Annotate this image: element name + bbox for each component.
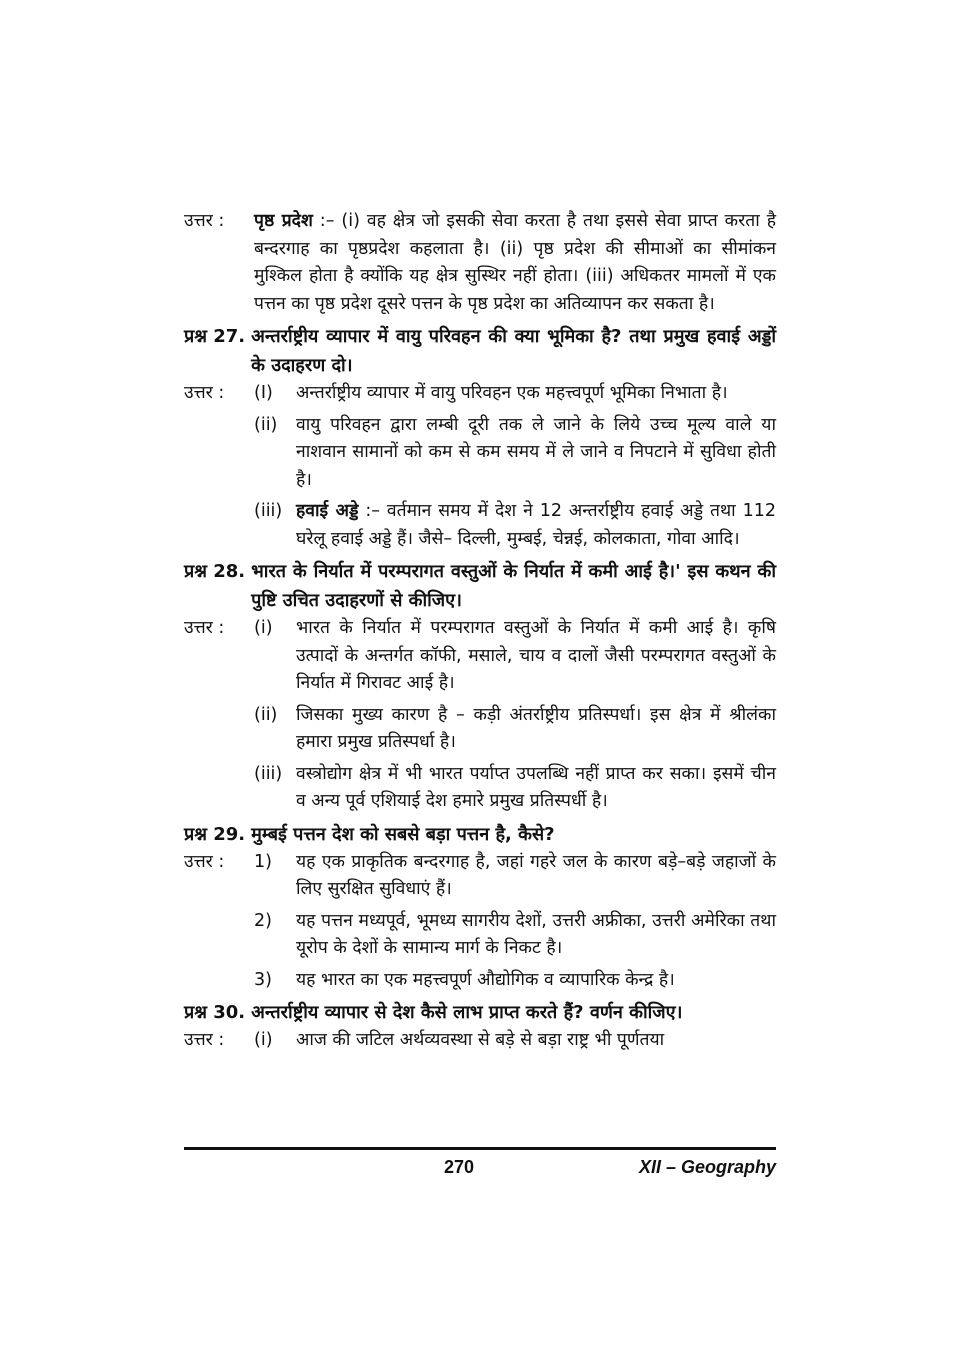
- intro-text: :– (i) वह क्षेत्र जो इसकी सेवा करता है तथा इससे सेवा प्राप्त करता है बन्दरगाह का पृष्ठप्रदेश कहलाता है। (ii) पृष्ठ प्रदेश की सीमाओं का सीमांकन मुश्किल होता है क्योंकि यह क्षेत्र सुस्थिर नहीं होता। (iii) अधिकतर मामलों में एक पत्तन का पृष्ठ प्रदेश दूसरे पत्तन के पृष्ठ प्रदेश का अतिव्यापन कर सकता है।: [254, 211, 776, 314]
- item-text: वायु परिवहन द्वारा लम्बी दूरी तक ले जाने के लिये उच्च मूल्य वाले या नाशवान सामानों को कम से कम समय में ले जाने व निपटाने में सुविधा होती है।: [296, 414, 776, 490]
- subject-label: XII – Geography: [638, 1157, 776, 1177]
- answer-item: [184, 1027, 776, 1055]
- item-text: [296, 498, 776, 553]
- item-marker: (i): [254, 618, 273, 638]
- answer-label: उत्तर :: [184, 1030, 225, 1050]
- item-marker: (ii): [254, 704, 278, 725]
- answer-item: [184, 849, 776, 904]
- page-content: [184, 208, 776, 1059]
- answer-label: उत्तर :: [184, 851, 225, 872]
- answer-item: [184, 498, 776, 553]
- intro-answer-text: [254, 208, 776, 318]
- item-marker: (iii): [254, 763, 283, 784]
- question-number: प्रश्न 28.: [184, 561, 246, 582]
- answer-label: उत्तर :: [184, 211, 225, 231]
- answer-label: उत्तर :: [184, 383, 225, 403]
- answer-item: [184, 761, 776, 816]
- footer-divider: [184, 1147, 776, 1150]
- item-text: आज की जटिल अर्थव्यवस्था से बड़े से बड़ा राष्ट्र भी पूर्णतया: [296, 1030, 665, 1050]
- question-27: [184, 322, 776, 380]
- answer-item: [184, 380, 776, 408]
- question-number: प्रश्न 30.: [184, 1002, 246, 1023]
- question-text: अन्तर्राष्ट्रीय व्यापार में वायु परिवहन की क्या भूमिका है? तथा प्रमुख हवाई अड्डों के उदाहरण दो।: [251, 326, 776, 376]
- question-30: [184, 998, 776, 1027]
- item-marker: 3): [254, 969, 272, 990]
- item-marker: (iii): [254, 501, 283, 521]
- item-text: यह पत्तन मध्यपूर्व, भूमध्य सागरीय देशों, उत्तरी अफ्रीका, उत्तरी अमेरिका तथा यूरोप के देशों के सामान्य मार्ग के निकट है।: [296, 910, 776, 958]
- item-marker: 2): [254, 910, 272, 931]
- item-text: भारत के निर्यात में परम्परागत वस्तुओं के निर्यात में कमी आई है। कृषि उत्पादों के अन्तर्गत कॉफी, मसाले, चाय व दालों जैसी परम्परागत वस्तुओं के निर्यात में गिरावट आई है।: [296, 618, 776, 693]
- answer-item: [184, 967, 776, 995]
- intro-bold-lead: पृष्ठ प्रदेश: [254, 211, 313, 231]
- item-marker: (I): [254, 383, 273, 403]
- item-text: यह भारत का एक महत्त्वपूर्ण औद्योगिक व व्यापारिक केन्द्र है।: [296, 969, 675, 990]
- answer-item: [184, 702, 776, 757]
- item-text: यह एक प्राकृतिक बन्दरगाह है, जहां गहरे जल के कारण बड़े–बड़े जहाजों के लिए सुरक्षित सुविधाएं हैं।: [296, 851, 776, 899]
- answer-item: [184, 615, 776, 698]
- item-text-body: :– वर्तमान समय में देश ने 12 अन्तर्राष्ट्रीय हवाई अड्डे तथा 112 घरेलू हवाई अड्डे हैं। जैसे– दिल्ली, मुम्बई, चेन्नई, कोलकाता, गोवा आदि।: [296, 501, 776, 549]
- question-text: भारत के निर्यात में परम्परागत वस्तुओं के निर्यात में कमी आई है।' इस कथन की पुष्टि उचित उदाहरणों से कीजिए।: [251, 561, 776, 611]
- item-text: जिसका मुख्य कारण है – कड़ी अंतर्राष्ट्रीय प्रतिस्पर्धा। इस क्षेत्र में श्रीलंका हमारा प्रमुख प्रतिस्पर्धा है।: [296, 704, 776, 752]
- question-number: प्रश्न 29.: [184, 823, 246, 845]
- page-number: 270: [444, 1157, 475, 1177]
- answer-item: [184, 412, 776, 495]
- item-marker: (i): [254, 1030, 273, 1050]
- answer-label: उत्तर :: [184, 618, 225, 638]
- question-text: मुम्बई पत्तन देश को सबसे बड़ा पत्तन है, कैसे?: [251, 823, 555, 845]
- item-marker: 1): [254, 851, 272, 872]
- item-text: वस्त्रोद्योग क्षेत्र में भी भारत पर्याप्त उपलब्धि नहीं प्राप्त कर सका। इसमें चीन व अन्य पूर्व एशियाई देश हमारे प्रमुख प्रतिस्पर्धी है।: [296, 763, 776, 811]
- item-bold-lead: हवाई अड्डे: [296, 501, 359, 521]
- question-text: अन्तर्राष्ट्रीय व्यापार से देश कैसे लाभ प्राप्त करते हैं? वर्णन कीजिए।: [251, 1002, 683, 1023]
- question-29: [184, 820, 776, 849]
- intro-answer: [184, 208, 776, 318]
- item-text: अन्तर्राष्ट्रीय व्यापार में वायु परिवहन एक महत्त्वपूर्ण भूमिका निभाता है।: [296, 383, 728, 403]
- item-marker: (ii): [254, 414, 278, 435]
- question-number: प्रश्न 27.: [184, 326, 246, 347]
- question-28: [184, 557, 776, 615]
- answer-item: [184, 908, 776, 963]
